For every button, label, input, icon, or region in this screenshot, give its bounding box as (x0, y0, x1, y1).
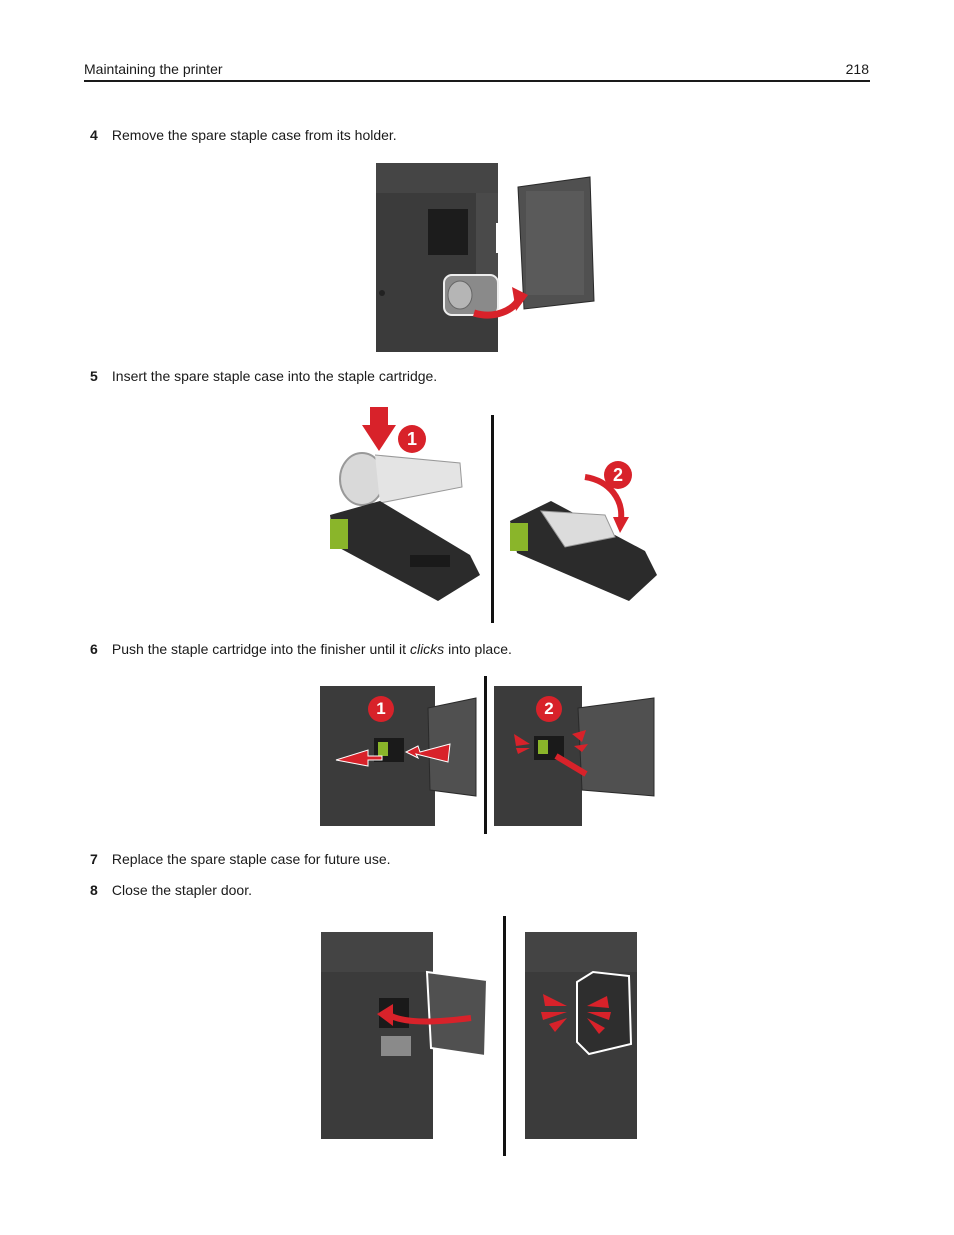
step-text: Remove the spare staple case from its holder. (111, 127, 397, 143)
panel-divider (491, 415, 494, 623)
callout-1: 1 (398, 425, 426, 453)
step-number: 6 (90, 641, 98, 657)
callout-1: 1 (368, 696, 394, 722)
illustration-close-door-1 (321, 932, 491, 1139)
step-7 (90, 851, 391, 867)
callout-2: 2 (604, 461, 632, 489)
step-number: 7 (90, 851, 98, 867)
illustration-remove-staple-case (376, 163, 600, 352)
step-6 (90, 641, 512, 657)
step-text-after: into place. (444, 641, 512, 657)
step-text: Insert the spare staple case into the staple cartridge. (111, 368, 438, 384)
illustration-insert-staple-case-2 (505, 455, 665, 605)
step-text: Close the stapler door. (111, 882, 252, 898)
header-rule (84, 80, 870, 82)
step-8 (90, 882, 252, 898)
step-text: Replace the spare staple case for future use. (111, 851, 391, 867)
step-text-emphasis: clicks (409, 641, 445, 657)
illustration-push-cartridge-1 (320, 686, 478, 826)
step-number: 5 (90, 368, 98, 384)
step-4 (90, 127, 397, 143)
illustration-close-door-2 (525, 932, 655, 1139)
page-number: 218 (845, 61, 869, 77)
step-number: 4 (90, 127, 98, 143)
panel-divider (484, 676, 487, 834)
step-number: 8 (90, 882, 98, 898)
illustration-insert-staple-case-1 (320, 405, 485, 605)
step-5 (90, 368, 437, 384)
callout-2: 2 (536, 696, 562, 722)
illustration-push-cartridge-2 (494, 686, 656, 826)
panel-divider (503, 916, 506, 1156)
step-text-before: Push the staple cartridge into the finisher until it (111, 641, 410, 657)
header-title: Maintaining the printer (84, 61, 223, 77)
